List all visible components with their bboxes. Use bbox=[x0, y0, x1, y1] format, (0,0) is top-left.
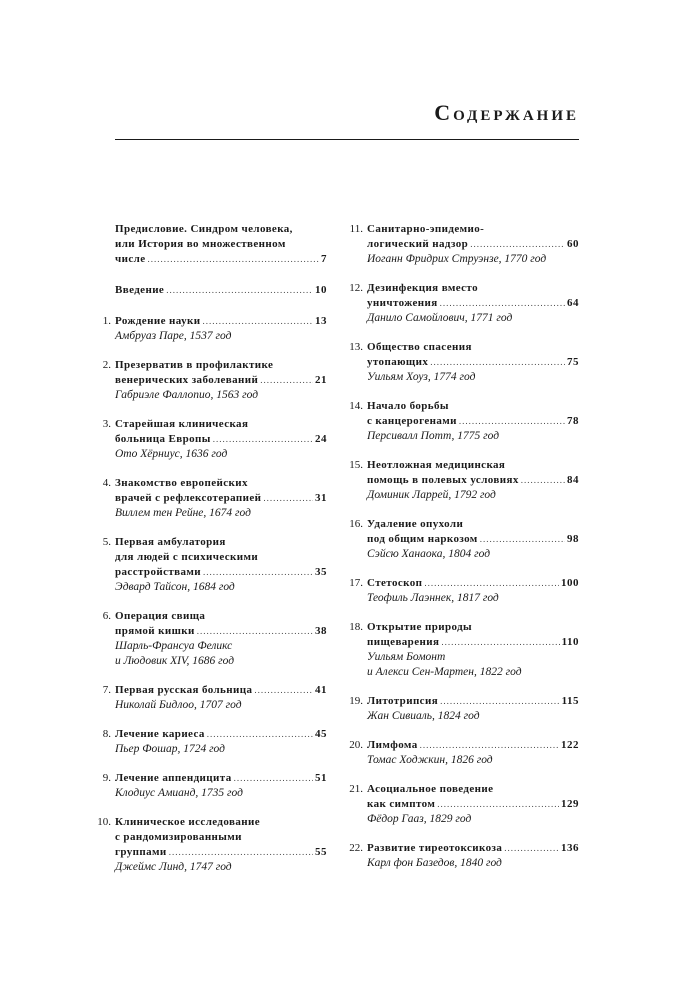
entry-author-year: Ото Хёрниус, 1636 год bbox=[115, 448, 228, 460]
page-number: 35 bbox=[315, 566, 327, 578]
page-number: 78 bbox=[567, 415, 579, 427]
dot-leader bbox=[440, 296, 565, 311]
entry-title-text: пищеварения bbox=[367, 636, 440, 648]
toc-entry[interactable] bbox=[349, 517, 579, 562]
entry-title-text: Начало борьбы bbox=[367, 400, 449, 412]
entry-title-text: как симптом bbox=[367, 798, 436, 810]
entry-title-line bbox=[367, 222, 579, 237]
chapter-list-right bbox=[349, 222, 579, 871]
toc-entry[interactable] bbox=[102, 727, 327, 757]
entry-title-line bbox=[367, 237, 579, 252]
dot-leader bbox=[521, 473, 565, 488]
entry-title-line bbox=[115, 476, 327, 491]
entry-title-line bbox=[367, 635, 579, 650]
chapter-number: 6. bbox=[102, 610, 111, 622]
entry-title-line bbox=[115, 683, 327, 698]
entry-title-text: уничтожения bbox=[367, 297, 438, 309]
entry-title-line bbox=[115, 830, 327, 845]
dot-leader bbox=[441, 635, 559, 650]
entry-title-line bbox=[367, 620, 579, 635]
entry-author-year: Амбруаз Паре, 1537 год bbox=[115, 330, 232, 342]
entry-title-text: Знакомство европейских bbox=[115, 477, 248, 489]
chapter-list-left bbox=[97, 314, 327, 875]
entry-title-text: Первая русская больница bbox=[115, 684, 253, 696]
toc-entry[interactable] bbox=[97, 815, 327, 875]
dot-leader bbox=[440, 694, 560, 709]
entry-title-text: Асоциальное поведение bbox=[367, 783, 494, 795]
entry-title-text: с канцерогенами bbox=[367, 415, 457, 427]
entry-title-line bbox=[115, 550, 327, 565]
chapter-number: 16. bbox=[349, 518, 363, 530]
entry-title-line bbox=[115, 252, 327, 267]
toc-entry[interactable] bbox=[349, 738, 579, 768]
entry-title-line bbox=[115, 358, 327, 373]
toc-right-column bbox=[349, 222, 579, 885]
entry-title-text: Старейшая клиническая bbox=[115, 418, 249, 430]
entry-title-text: венерических заболеваний bbox=[115, 374, 259, 386]
entry-title-text: Введение bbox=[115, 284, 165, 296]
entry-title-line bbox=[115, 432, 327, 447]
toc-entry[interactable] bbox=[349, 281, 579, 326]
entry-author-year: Джеймс Линд, 1747 год bbox=[115, 861, 232, 873]
entry-title-line bbox=[367, 797, 579, 812]
page-number: 45 bbox=[315, 728, 327, 740]
dot-leader bbox=[260, 373, 313, 388]
entry-author-year: Данило Самойлович, 1771 год bbox=[367, 312, 513, 324]
toc-entry[interactable] bbox=[102, 314, 327, 344]
chapter-number: 12. bbox=[349, 282, 363, 294]
entry-title-line bbox=[115, 417, 327, 432]
entry-author-year: Виллем тен Рейне, 1674 год bbox=[115, 507, 251, 519]
toc-entry[interactable] bbox=[349, 782, 579, 827]
entry-title-text: Дезинфекция вместо bbox=[367, 282, 478, 294]
chapter-number: 1. bbox=[102, 315, 111, 327]
page-number: 84 bbox=[567, 474, 579, 486]
entry-title-text: группами bbox=[115, 846, 167, 858]
entry-author-year: Фёдор Гааз, 1829 год bbox=[367, 813, 472, 825]
page-number: 60 bbox=[567, 238, 579, 250]
toc-entry[interactable] bbox=[349, 841, 579, 871]
entry-author-year: Шарль-Франсуа Феликс bbox=[115, 640, 233, 652]
page-number: 98 bbox=[567, 533, 579, 545]
entry-title-line bbox=[115, 283, 327, 298]
entry-title-line bbox=[115, 314, 327, 329]
entry-title-line bbox=[367, 458, 579, 473]
dot-leader bbox=[424, 576, 559, 591]
page-number: 75 bbox=[567, 356, 579, 368]
toc-entry[interactable] bbox=[349, 620, 579, 680]
entry-title-line bbox=[115, 815, 327, 830]
entry-title-line bbox=[367, 340, 579, 355]
page-number: 100 bbox=[561, 577, 579, 589]
dot-leader bbox=[470, 237, 565, 252]
entry-title-text: Литотрипсия bbox=[367, 695, 439, 707]
entry-title-text: Развитие тиреотоксикоза bbox=[367, 842, 503, 854]
entry-title-text: Предисловие. Синдром человека, bbox=[115, 223, 293, 235]
entry-title-text: Удаление опухоли bbox=[367, 518, 464, 530]
entry-title-text: Лечение аппендицита bbox=[115, 772, 232, 784]
dot-leader bbox=[169, 845, 313, 860]
entry-title-text: Рождение науки bbox=[115, 315, 201, 327]
dot-leader bbox=[459, 414, 565, 429]
entry-author-year: Уильям Бомонт bbox=[367, 651, 446, 663]
dot-leader bbox=[166, 283, 313, 298]
toc-entry[interactable] bbox=[102, 476, 327, 521]
entry-author-year: Иоганн Фридрих Струэнзе, 1770 год bbox=[367, 253, 547, 265]
dot-leader bbox=[420, 738, 559, 753]
entry-author-year: и Людовик XIV, 1686 год bbox=[115, 655, 235, 667]
chapter-number: 19. bbox=[349, 695, 363, 707]
entry-title-text: логический надзор bbox=[367, 238, 469, 250]
entry-title-text: помощь в полевых условиях bbox=[367, 474, 519, 486]
entry-title-line bbox=[115, 624, 327, 639]
entry-title-line bbox=[367, 782, 579, 797]
toc-entry[interactable] bbox=[115, 283, 327, 298]
entry-title-line bbox=[367, 532, 579, 547]
entry-title-text: числе bbox=[115, 253, 146, 265]
entry-title-text: с рандомизированными bbox=[115, 831, 242, 843]
entry-author-year: Персивалл Потт, 1775 год bbox=[367, 430, 500, 442]
entry-author-year: Сэйсю Ханаока, 1804 год bbox=[367, 548, 491, 560]
entry-title-line bbox=[367, 473, 579, 488]
entry-author-year: Уильям Хоуз, 1774 год bbox=[367, 371, 476, 383]
entry-title-text: для людей с психическими bbox=[115, 551, 259, 563]
chapter-number: 18. bbox=[349, 621, 363, 633]
dot-leader bbox=[254, 683, 313, 698]
entry-author-year: Томас Ходжкин, 1826 год bbox=[367, 754, 493, 766]
entry-author-year: Эдвард Тайсон, 1684 год bbox=[115, 581, 235, 593]
entry-title-line bbox=[367, 399, 579, 414]
entry-title-line bbox=[367, 694, 579, 709]
entry-title-line bbox=[115, 222, 327, 237]
entry-title-line bbox=[367, 576, 579, 591]
toc-entry[interactable] bbox=[349, 340, 579, 385]
dot-leader bbox=[197, 624, 313, 639]
toc-entry[interactable] bbox=[102, 358, 327, 403]
toc-entry[interactable] bbox=[102, 535, 327, 595]
entry-title-line bbox=[367, 414, 579, 429]
entry-title-text: или История во множественном bbox=[115, 238, 286, 250]
toc-left-column bbox=[97, 222, 327, 889]
entry-author-year: Карл фон Базедов, 1840 год bbox=[367, 857, 502, 869]
dot-leader bbox=[203, 565, 313, 580]
chapter-number: 22. bbox=[349, 842, 363, 854]
entry-title-text: расстройствами bbox=[115, 566, 202, 578]
page-number: 136 bbox=[561, 842, 579, 854]
entry-title-text: Санитарно-эпидемио- bbox=[367, 223, 485, 235]
dot-leader bbox=[213, 432, 313, 447]
entry-title-text: Операция свища bbox=[115, 610, 206, 622]
entry-title-line bbox=[367, 281, 579, 296]
chapter-number: 21. bbox=[349, 783, 363, 795]
toc-entry[interactable] bbox=[102, 771, 327, 801]
dot-leader bbox=[437, 797, 559, 812]
entry-title-line bbox=[115, 491, 327, 506]
entry-title-line bbox=[115, 535, 327, 550]
entry-title-line bbox=[115, 609, 327, 624]
dot-leader bbox=[147, 252, 319, 267]
page-number: 110 bbox=[561, 636, 579, 648]
page-number: 41 bbox=[315, 684, 327, 696]
toc-entry[interactable] bbox=[349, 399, 579, 444]
chapter-number: 17. bbox=[349, 577, 363, 589]
page-number: 13 bbox=[315, 315, 327, 327]
entry-title-text: Общество спасения bbox=[367, 341, 472, 353]
page-number: 24 bbox=[315, 433, 327, 445]
dot-leader bbox=[430, 355, 565, 370]
chapter-number: 3. bbox=[102, 418, 111, 430]
entry-title-line bbox=[367, 517, 579, 532]
toc-entry[interactable] bbox=[115, 222, 327, 267]
chapter-number: 2. bbox=[102, 359, 111, 371]
front-matter-list bbox=[115, 222, 327, 298]
entry-title-line bbox=[115, 237, 327, 252]
toc-entry[interactable] bbox=[349, 222, 579, 267]
entry-author-year: Клодиус Амианд, 1735 год bbox=[115, 787, 243, 799]
toc-entry[interactable] bbox=[102, 417, 327, 462]
chapter-number: 8. bbox=[102, 728, 111, 740]
dot-leader bbox=[263, 491, 313, 506]
entry-title-line bbox=[367, 738, 579, 753]
toc-entry[interactable] bbox=[102, 609, 327, 669]
page-number: 55 bbox=[315, 846, 327, 858]
entry-title-text: Первая амбулатория bbox=[115, 536, 226, 548]
entry-title-line bbox=[115, 373, 327, 388]
entry-title-text: Лечение кариеса bbox=[115, 728, 205, 740]
page-number: 21 bbox=[315, 374, 327, 386]
chapter-number: 5. bbox=[102, 536, 111, 548]
toc-entry[interactable] bbox=[349, 458, 579, 503]
entry-author-year: Доминик Ларрей, 1792 год bbox=[367, 489, 496, 501]
page-number: 64 bbox=[567, 297, 579, 309]
chapter-number: 10. bbox=[97, 816, 111, 828]
dot-leader bbox=[480, 532, 565, 547]
page-number: 31 bbox=[315, 492, 327, 504]
page-number: 51 bbox=[315, 772, 327, 784]
chapter-number: 9. bbox=[102, 772, 111, 784]
entry-title-line bbox=[115, 727, 327, 742]
entry-title-text: утопающих bbox=[367, 356, 429, 368]
toc-entry[interactable] bbox=[349, 694, 579, 724]
entry-author-year: Габриэле Фаллопио, 1563 год bbox=[115, 389, 259, 401]
entry-title-line bbox=[367, 841, 579, 856]
chapter-number: 15. bbox=[349, 459, 363, 471]
entry-title-text: Неотложная медицинская bbox=[367, 459, 506, 471]
dot-leader bbox=[234, 771, 313, 786]
chapter-number: 11. bbox=[349, 223, 363, 235]
chapter-number: 7. bbox=[102, 684, 111, 696]
page-number: 122 bbox=[561, 739, 579, 751]
page-number: 129 bbox=[561, 798, 579, 810]
entry-author-year: Николай Бидлоо, 1707 год bbox=[115, 699, 242, 711]
entry-title-text: Открытие природы bbox=[367, 621, 473, 633]
entry-title-text: прямой кишки bbox=[115, 625, 195, 637]
page-number: 115 bbox=[561, 695, 579, 707]
entry-author-year: и Алекси Сен-Мартен, 1822 год bbox=[367, 666, 522, 678]
entry-author-year: Жан Сивиаль, 1824 год bbox=[367, 710, 480, 722]
entry-author-year: Теофиль Лаэннек, 1817 год bbox=[367, 592, 499, 604]
entry-title-text: врачей с рефлексотерапией bbox=[115, 492, 262, 504]
entry-title-text: Лимфома bbox=[367, 739, 418, 751]
toc-entry[interactable] bbox=[349, 576, 579, 606]
page-number: 7 bbox=[321, 253, 327, 265]
page-number: 38 bbox=[315, 625, 327, 637]
toc-entry[interactable] bbox=[102, 683, 327, 713]
entry-title-line bbox=[115, 845, 327, 860]
entry-title-line bbox=[115, 565, 327, 580]
entry-title-line bbox=[115, 771, 327, 786]
entry-title-line bbox=[367, 296, 579, 311]
dot-leader bbox=[202, 314, 313, 329]
chapter-number: 14. bbox=[349, 400, 363, 412]
entry-title-text: под общим наркозом bbox=[367, 533, 478, 545]
entry-title-text: больница Европы bbox=[115, 433, 211, 445]
page-number: 10 bbox=[315, 284, 327, 296]
entry-title-text: Презерватив в профилактике bbox=[115, 359, 274, 371]
chapter-number: 13. bbox=[349, 341, 363, 353]
entry-author-year: Пьер Фошар, 1724 год bbox=[115, 743, 225, 755]
chapter-number: 20. bbox=[349, 739, 363, 751]
page-title: Содержание bbox=[434, 100, 579, 125]
entry-title-line bbox=[367, 355, 579, 370]
dot-leader bbox=[207, 727, 313, 742]
entry-title-text: Клиническое исследование bbox=[115, 816, 260, 828]
title-divider bbox=[115, 139, 579, 140]
chapter-number: 4. bbox=[102, 477, 111, 489]
entry-title-text: Стетоскоп bbox=[367, 577, 423, 589]
dot-leader bbox=[504, 841, 559, 856]
